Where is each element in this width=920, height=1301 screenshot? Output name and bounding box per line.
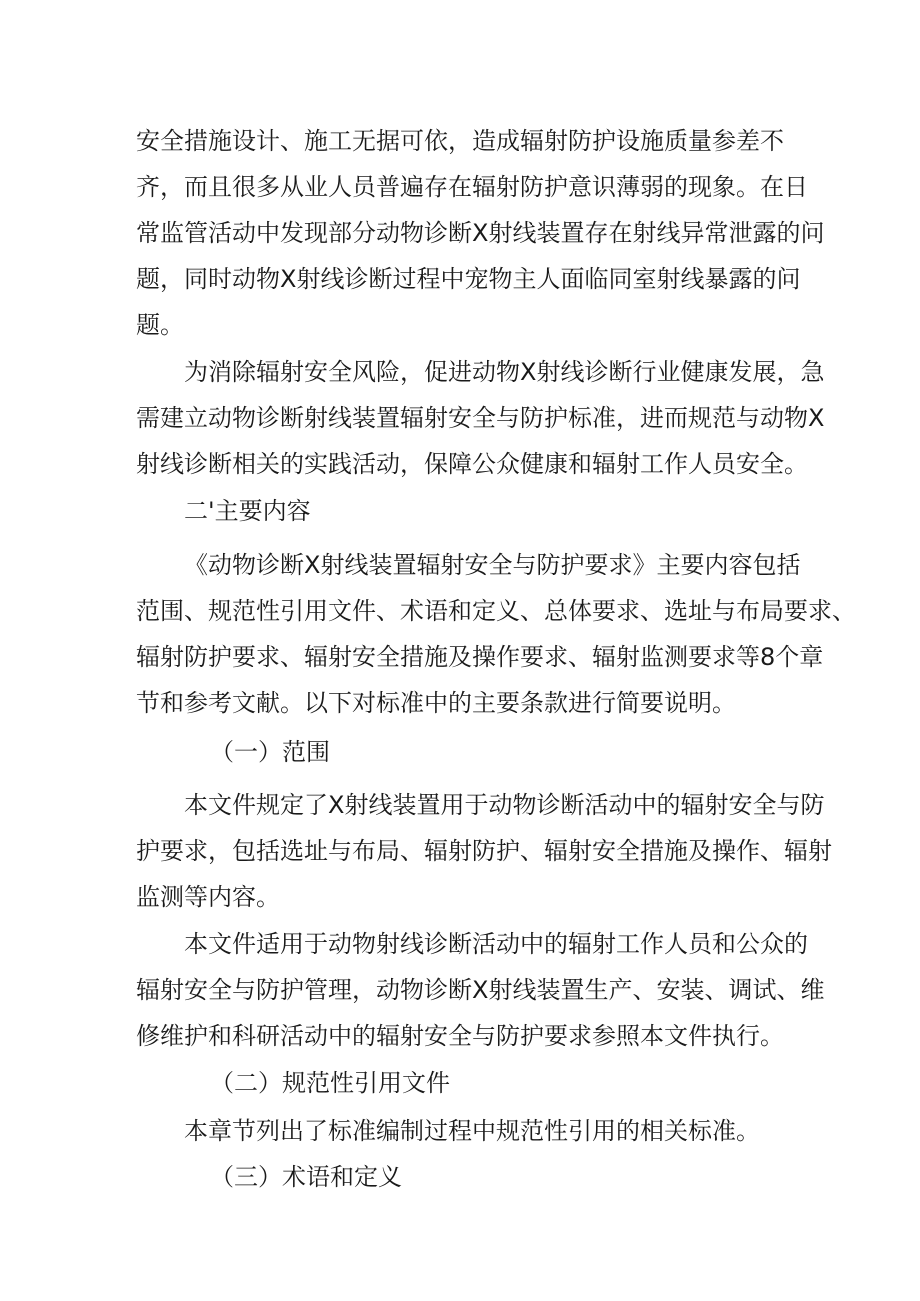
paragraph-line: 监测等内容。 — [136, 883, 280, 911]
paragraph-line: 齐，而且很多从业人员普遍存在辐射防护意识薄弱的现象。在日 — [136, 173, 808, 201]
paragraph-line: 射线诊断相关的实践活动，保障公众健康和辐射工作人员安全。 — [136, 450, 808, 478]
subsection-heading: （一）范围 — [210, 738, 330, 766]
section-heading: 二'主要内容 — [184, 497, 311, 525]
paragraph-line: 《动物诊断X射线装置辐射安全与防护要求》主要内容包括 — [184, 551, 801, 579]
paragraph-line: 为消除辐射安全风险，促进动物X射线诊断行业健康发展，急 — [184, 358, 825, 386]
paragraph-line: 题。 — [136, 311, 184, 339]
paragraph-line: 辐射防护要求、辐射安全措施及操作要求、辐射监测要求等8个章 — [136, 643, 824, 671]
paragraph-line: 本文件规定了X射线装置用于动物诊断活动中的辐射安全与防 — [184, 791, 825, 819]
subsection-heading: （二）规范性引用文件 — [210, 1069, 450, 1097]
paragraph-line: 范围、规范性引用文件、术语和定义、总体要求、选址与布局要求、 — [136, 597, 856, 625]
paragraph-line: 辐射安全与防护管理，动物诊断X射线装置生产、安装、调试、维 — [136, 976, 825, 1004]
paragraph-line: 护要求，包括选址与布局、辐射防护、辐射安全措施及操作、辐射 — [136, 837, 832, 865]
paragraph-line: 本章节列出了标准编制过程中规范性引用的相关标准。 — [184, 1117, 760, 1145]
paragraph-line: 常监管活动中发现部分动物诊断X射线装置存在射线异常泄露的问 — [136, 219, 825, 247]
paragraph-line: 题，同时动物X射线诊断过程中宠物主人面临同室射线暴露的问 — [136, 265, 801, 293]
subsection-heading: （三）术语和定义 — [210, 1163, 402, 1191]
paragraph-line: 需建立动物诊断射线装置辐射安全与防护标准，进而规范与动物X — [136, 404, 825, 432]
paragraph-line: 安全措施设计、施工无据可依，造成辐射防护设施质量参差不 — [136, 127, 784, 155]
paragraph-line: 本文件适用于动物射线诊断活动中的辐射工作人员和公众的 — [184, 930, 808, 958]
paragraph-line: 节和参考文献。以下对标准中的主要条款进行简要说明。 — [136, 689, 736, 717]
paragraph-line: 修维护和科研活动中的辐射安全与防护要求参照本文件执行。 — [136, 1022, 784, 1050]
